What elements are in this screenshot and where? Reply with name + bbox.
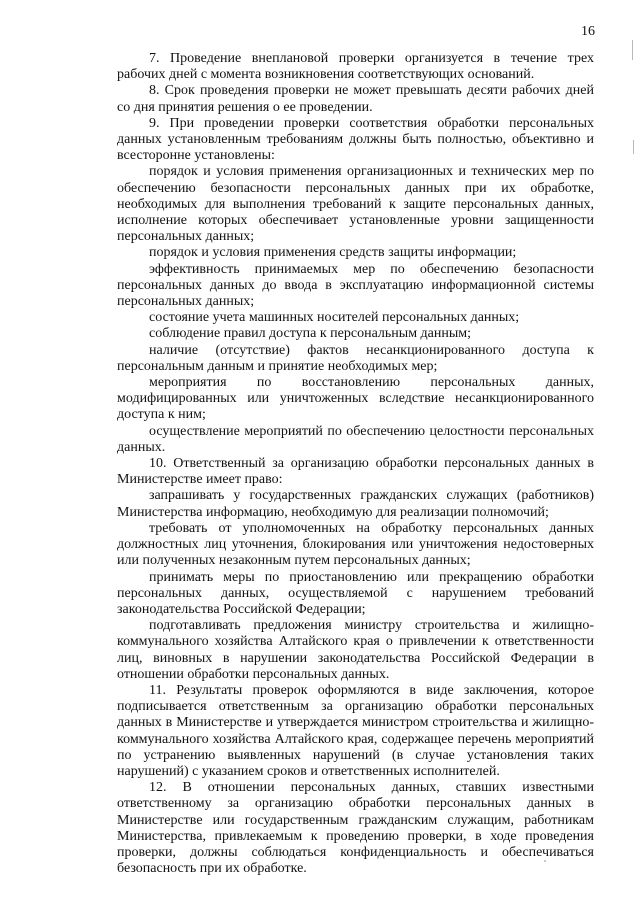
paragraph-12: 12. В отношении персональных данных, ставших известными ответственному за организацию обработки персональных данных в Министерстве или государственным гражданским служащим, работникам Министерства, привлекаемым к проведению проверки, в ходе проведения проверки, должны соблюдаться конфиденциальность и обеспечиваться безопасность при их обработке. [117,780,594,877]
list-item-media-accounting: состояние учета машинных носителей персональных данных; [149,310,520,326]
scan-edge-mark [633,140,634,154]
paragraph-7: 7. Проведение внеплановой проверки организуется в течение трех рабочих дней с момента возникновения соответствующих оснований. [117,51,594,83]
paragraph-8: 8. Срок проведения проверки не может превышать десяти рабочих дней со дня принятия решения о ее проведении. [117,83,594,115]
scan-edge-mark [632,40,633,60]
paragraph-10: 10. Ответственный за организацию обработки персональных данных в Министерстве имеет право: [117,456,594,488]
right-request-info: запрашивать у государственных гражданских служащих (работников) Министерства информацию, необходимую для реализации полномочий; [117,488,594,520]
scan-dot [544,860,546,862]
right-suspend-processing: принимать меры по приостановлению или прекращению обработки персональных данных, осуществляемой с нарушением требований законодательства Российской Федерации; [117,569,594,617]
list-item-access-rules: соблюдение правил доступа к персональным данным; [149,326,472,342]
document-body [117,51,594,877]
list-item-efficiency: эффективность принимаемых мер по обеспечению безопасности персональных данных до ввода в эксплуатацию информационной системы персональных данных; [117,261,594,310]
list-item-measures: порядок и условия применения организационных и технических мер по обеспечению безопасности персональных данных при их обработке, необходимых для выполнения требований к защите персональных данных, исполнение которых обеспечивает установленные уровни защищенности персональных данных; [117,164,594,245]
list-item-protection-tools: порядок и условия применения средств защиты информации; [149,245,517,261]
list-item-unauthorized-access: наличие (отсутствие) фактов несанкционированного доступа к персональным данным и принятие необходимых мер; [117,342,594,374]
right-demand-clarification: требовать от уполномоченных на обработку персональных данных должностных лиц уточнения, блокирования или уничтожения недостоверных или полученных незаконным путем персональных данных; [117,520,594,569]
page-number: 16 [581,24,595,39]
list-item-recovery: мероприятия по восстановлению персональных данных, модифицированных или уничтоженных вследствие несанкционированного доступа к ним; [117,375,594,423]
paragraph-11: 11. Результаты проверок оформляются в виде заключения, которое подписывается ответственным за организацию обработки персональных данных в Министерстве и утверждается министром строительства и жилищно-коммунального хозяйства Алтайского края, содержащее перечень мероприятий по устранению выявленных нарушений (в случае установления таких нарушений) с указанием сроков и ответственных исполнителей. [117,682,594,779]
right-prepare-proposals: подготавливать предложения министру строительства и жилищно-коммунального хозяйства Алтайского края о привлечении к ответственности лиц, виновных в нарушении законодательства Российской Федерации в отношении обработки персональных данных. [117,618,594,682]
paragraph-9: 9. При проведении проверки соответствия обработки персональных данных установленным требованиям должны быть полностью, объективно и всесторонне установлены: [117,115,594,164]
list-item-integrity: осуществление мероприятий по обеспечению целостности персональных данных. [117,423,594,455]
